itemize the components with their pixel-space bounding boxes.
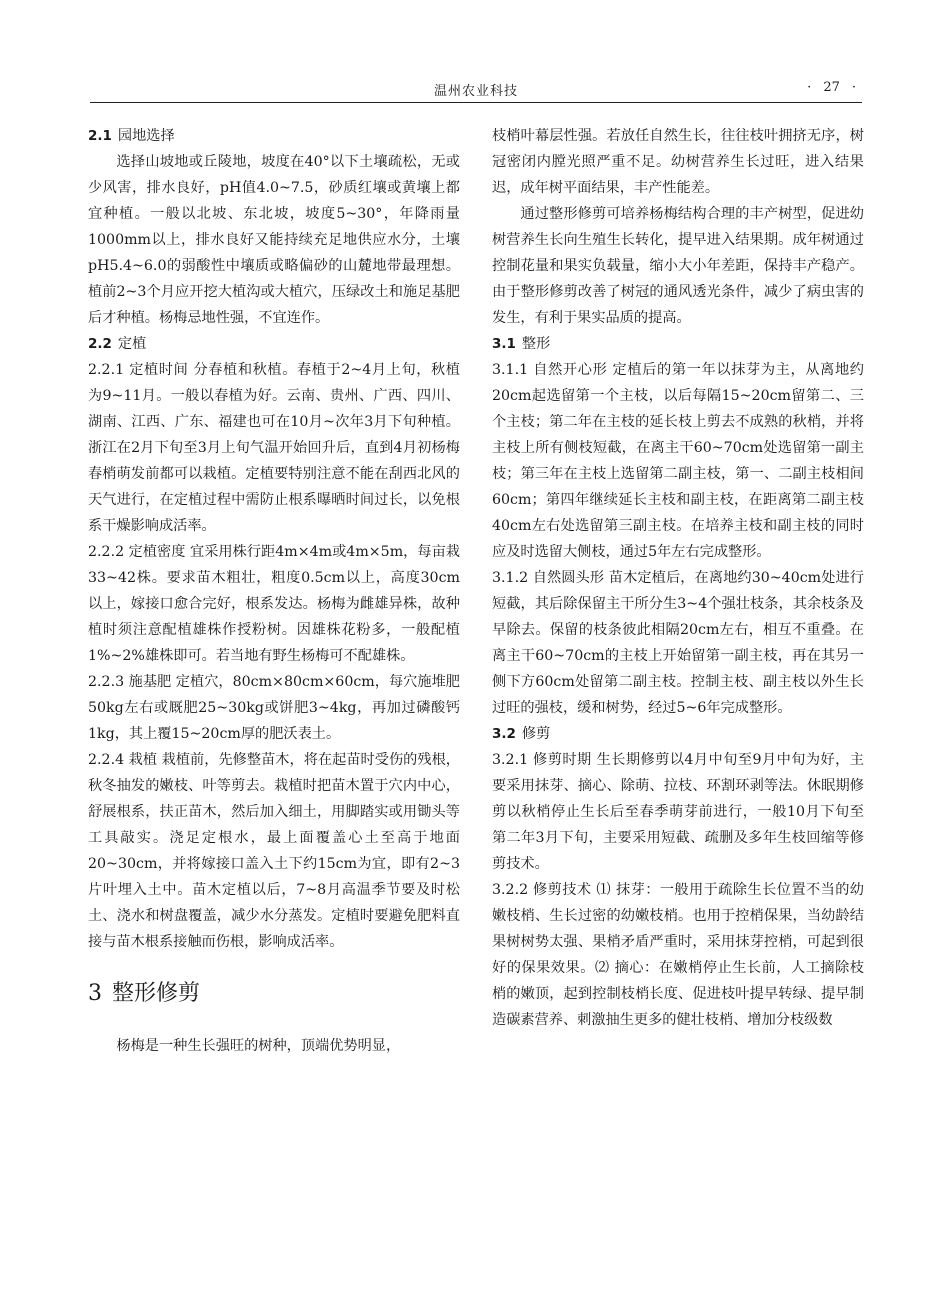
section-heading-3-2: 3.2 修剪 — [492, 726, 551, 742]
section-heading-2-1: 2.1 园地选择 — [88, 128, 175, 144]
page-number — [801, 80, 862, 95]
paragraph: 3.2.2 修剪技术 ⑴ 抹芽：一般用于疏除生长位置不当的幼嫩枝梢、生长过密的幼嫩枝梢。也用于控梢保果，当幼龄结果树树势太强、果梢矛盾严重时，采用抹芽控梢，可起到很好的保果效果。⑵ 摘心：在嫩梢停止生长前，人工摘除枝梢的嫩顶，起到控制枝梢长度、促进枝叶提早转绿、提早制造碳素营养、刺激抽生更多的健壮枝梢、增加分枝级数 — [492, 882, 864, 1028]
section-heading-2-2: 2.2 定植 — [88, 336, 147, 352]
paragraph: 枝梢叶幕层性强。若放任自然生长，往往枝叶拥挤无序，树冠密闭内膛光照严重不足。幼树营养生长过旺，进入结果迟，成年树平面结果，丰产性能差。 — [492, 128, 864, 196]
dot-separator: · — [851, 80, 856, 95]
section-heading-3: 3 整形修剪 — [88, 981, 201, 1006]
paragraph: 3.2.1 修剪时期 生长期修剪以4月中旬至9月中旬为好，主要采用抹芽、摘心、除萌、拉枝、环割环剥等法。休眠期修剪以秋梢停止生长后至春季萌芽前进行，一般10月下旬至第二年3月下旬，主要采用短截、疏删及多年生枝回缩等修剪技术。 — [492, 752, 864, 872]
page-number-value: 27 — [823, 80, 840, 95]
paragraph: 3.1.1 自然开心形 定植后的第一年以抹芽为主，从离地约20cm起选留第一个主枝，以后每隔15~20cm留第二、三个主枝；第二年在主枝的延长枝上剪去不成熟的秋梢，并将主枝上所有侧枝短截，在离主干60~70cm处选留第一副主枝；第三年在主枝上选留第二副主枝，第一、二副主枝相间60cm；第四年继续延长主枝和副主枝，在距离第二副主枝40cm左右处选留第三副主枝。在培养主枝和副主枝的同时应及时选留大侧枝，通过5年左右完成整形。 — [492, 362, 864, 560]
running-header — [90, 74, 862, 103]
paragraph: 通过整形修剪可培养杨梅结构合理的丰产树型，促进幼树营养生长向生殖生长转化，提早进入结果期。成年树通过控制花量和果实负载量，缩小大小年差距，保持丰产稳产。由于整形修剪改善了树冠的通风透光条件，减少了病虫害的发生，有利于果实品质的提高。 — [492, 206, 864, 326]
journal-title: 温州农业科技 — [433, 84, 518, 99]
paragraph: 选择山坡地或丘陵地，坡度在40°以下土壤疏松，无或少风害，排水良好，pH值4.0~7.5，砂质红壤或黄壤上都宜种植。一般以北坡、东北坡，坡度5~30°，年降雨量1000mm以上，排水良好又能持续充足地供应水分，土壤pH5.4~6.0的弱酸性中壤质或略偏砂的山麓地带最理想。植前2~3个月应开挖大植沟或大植穴，压绿改土和施足基肥后才种植。杨梅忌地性强，不宜连作。 — [88, 154, 460, 326]
paragraph: 2.2.2 定植密度 宜采用株行距4m×4m或4m×5m，每亩栽33~42株。要求苗木粗壮，粗度0.5cm以上，高度30cm以上，嫁接口愈合完好，根系发达。杨梅为雌雄异株，故种植时须注意配植雄株作授粉树。因雄株花粉多，一般配植1%~2%雄株即可。若当地有野生杨梅可不配雄株。 — [88, 544, 460, 664]
paragraph: 杨梅是一种生长强旺的树种，顶端优势明显， — [116, 1038, 401, 1054]
paragraph: 2.2.1 定植时间 分春植和秋植。春植于2~4月上旬，秋植为9~11月。一般以春植为好。云南、贵州、广西、四川、湖南、江西、广东、福建也可在10月~次年3月下旬种植。浙江在2月下旬至3月上旬气温开始回升后，直到4月初杨梅春梢萌发前都可以栽植。定植要特别注意不能在刮西北风的天气进行，在定植过程中需防止根系曝晒时间过长，以免根系干燥影响成活率。 — [88, 362, 460, 534]
paragraph: 2.2.4 栽植 栽植前，先修整苗木，将在起苗时受伤的残根，秋冬抽发的嫩枝、叶等剪去。栽植时把苗木置于穴内中心，舒展根系，扶正苗木，然后加入细土，用脚踏实或用锄头等工具敲实。浇足定根水，最上面覆盖心土至高于地面20~30cm，并将嫁接口盖入土下约15cm为宜，即有2~3片叶埋入土中。苗木定植以后，7~8月高温季节要及时松土、浇水和树盘覆盖，减少水分蒸发。定植时要避免肥料直接与苗木根系接触而伤根，影响成活率。 — [88, 752, 460, 950]
paragraph: 3.1.2 自然圆头形 苗木定植后，在离地约30~40cm处进行短截，其后除保留主干所分生3~4个强壮枝条，其余枝条及早除去。保留的枝条彼此相隔20cm左右，相互不重叠。在离主干60~70cm的主枝上开始留第一副主枝，再在其另一侧下方60cm处留第二副主枝。控制主枝、副主枝以外生长过旺的强枝，缓和树势，经过5~6年完成整形。 — [492, 570, 864, 716]
right-column — [492, 123, 864, 1033]
dot-separator: · — [807, 80, 812, 95]
paragraph: 2.2.3 施基肥 定植穴，80cm×80cm×60cm，每穴施堆肥50kg左右或厩肥25~30kg或饼肥3~4kg，再加过磷酸钙1kg，其上覆15~20cm厚的肥沃表土。 — [88, 674, 460, 742]
left-column — [88, 123, 460, 1059]
section-heading-3-1: 3.1 整形 — [492, 336, 551, 352]
